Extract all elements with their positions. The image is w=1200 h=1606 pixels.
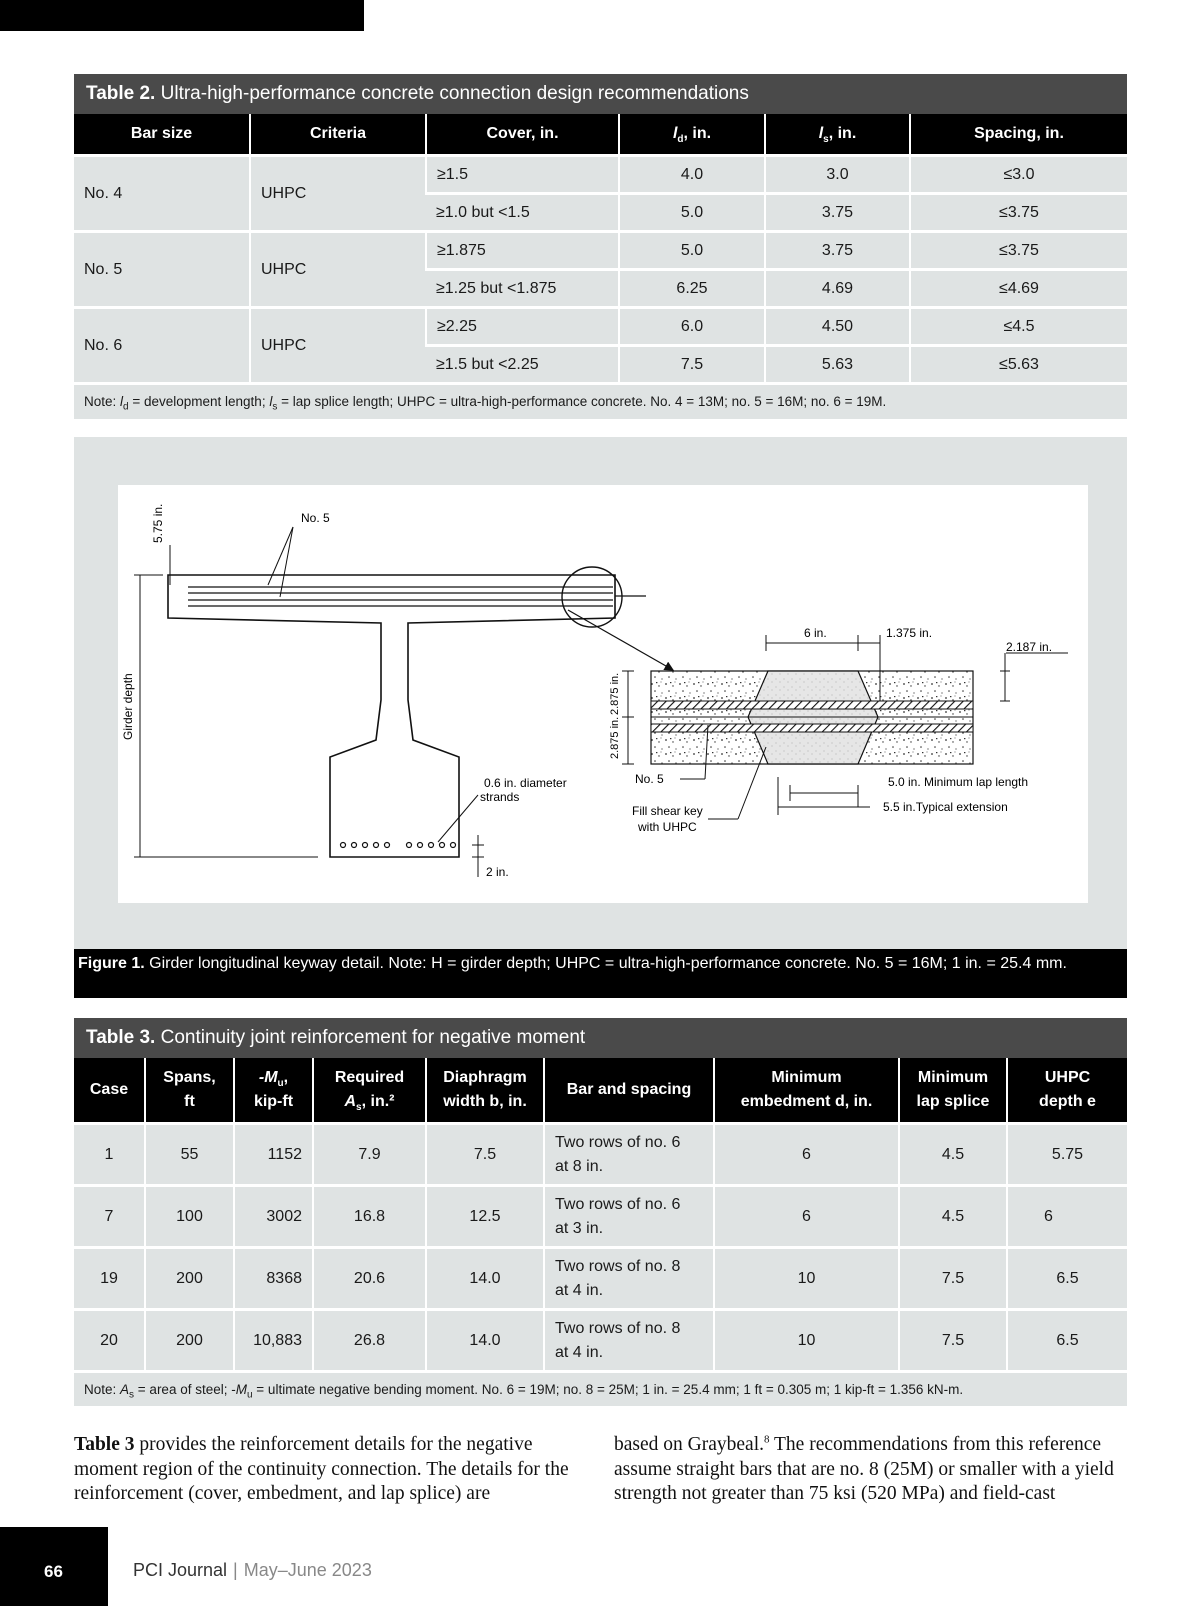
spacing-cell: ≤4.69 <box>910 270 1127 308</box>
table-caption-label: Table 2. <box>86 83 156 104</box>
col-mu <box>234 1058 313 1124</box>
label-dim-2187: 2.187 in. <box>1006 640 1053 654</box>
table-row <box>74 1248 1127 1310</box>
hdr-line: Minimum <box>917 1069 989 1086</box>
lap-cell: 4.5 <box>899 1186 1007 1248</box>
figure-caption-text: Girder longitudinal keyway detail. Note: H = girder depth; UHPC = ultra-high-performance concrete. No. 5 = 16M; 1 in. = 25.4 mm. <box>149 955 1067 972</box>
label-no5-top: No. 5 <box>301 511 330 525</box>
ls-cell: 3.75 <box>765 232 910 270</box>
table-caption <box>74 74 1127 114</box>
bar-size-cell: No. 5 <box>74 232 250 308</box>
depth-cell: 6 <box>1007 1186 1127 1248</box>
label-dim-2: 2 in. <box>486 865 509 879</box>
ld-cell: 5.0 <box>619 232 765 270</box>
figure-drawing-panel <box>118 485 1088 903</box>
spacing-cell: ≤3.0 <box>910 156 1127 194</box>
label-dim-6: 6 in. <box>804 626 827 640</box>
mu-cell: 3002 <box>234 1186 313 1248</box>
ls-unit: , in. <box>828 125 857 142</box>
note-text: = lap splice length; UHPC = ultra-high-performance concrete. No. 4 = 13M; no. 5 = 16M; no. 6 = 19M. <box>277 394 887 409</box>
ld-cell: 5.0 <box>619 194 765 232</box>
col-cover: Cover, in. <box>426 114 619 156</box>
bar-line: Two rows of no. 6 <box>555 1133 681 1151</box>
width-cell: 14.0 <box>426 1310 544 1371</box>
lap-cell: 4.5 <box>899 1124 1007 1186</box>
table-2-grid <box>74 114 1127 382</box>
ls-cell: 4.50 <box>765 308 910 346</box>
label-typical-extension: 5.5 in.Typical extension <box>883 800 1008 814</box>
strands <box>341 843 456 848</box>
depth-cell: 5.75 <box>1007 1124 1127 1186</box>
cover-cell: ≥1.5 <box>426 156 619 194</box>
col-bar-spacing: Bar and spacing <box>544 1058 714 1124</box>
col-ld <box>619 114 765 156</box>
col-spacing: Spacing, in. <box>910 114 1127 156</box>
spans-cell: 200 <box>145 1248 234 1310</box>
table-row <box>74 1186 1127 1248</box>
label-fill-2: with UHPC <box>638 820 697 834</box>
embedment-cell: 10 <box>714 1248 899 1310</box>
ls-cell: 5.63 <box>765 346 910 383</box>
bar-line: at 4 in. <box>555 1343 604 1361</box>
girder-drawing <box>118 485 1088 903</box>
spacing-cell: ≤3.75 <box>910 232 1127 270</box>
bar-lower <box>651 724 973 732</box>
col-uhpc-depth <box>1007 1058 1127 1124</box>
bar-spacing-cell <box>544 1186 714 1248</box>
hdr-line: lap splice <box>916 1093 990 1110</box>
figure-1 <box>74 437 1127 998</box>
table-caption <box>74 1018 1127 1058</box>
lap-cell: 7.5 <box>899 1248 1007 1310</box>
hdr-var: A <box>344 1093 357 1110</box>
hdr-line: depth e <box>1039 1093 1096 1110</box>
col-spans <box>145 1058 234 1124</box>
hdr-line: , <box>283 1069 289 1086</box>
note-var: M <box>235 1382 247 1397</box>
label-strands-1: 0.6 in. diameter <box>484 776 567 790</box>
width-cell: 12.5 <box>426 1186 544 1248</box>
bar-size-cell: No. 6 <box>74 308 250 383</box>
depth-cell: 6.5 <box>1007 1310 1127 1371</box>
table-2 <box>74 74 1127 419</box>
case-cell: 20 <box>74 1310 145 1371</box>
hdr-line: , in.² <box>361 1093 395 1110</box>
label-girder-depth: Girder depth <box>121 673 135 740</box>
ls-cell: 3.75 <box>765 194 910 232</box>
table-note <box>74 382 1127 419</box>
col-required-as <box>313 1058 426 1124</box>
cover-cell: ≥1.875 <box>426 232 619 270</box>
mu-cell: 8368 <box>234 1248 313 1310</box>
note-sub: d <box>123 401 129 413</box>
journal-footer <box>133 1560 372 1581</box>
embedment-cell: 6 <box>714 1124 899 1186</box>
citation-superscript: 8 <box>763 1433 770 1446</box>
page-number: 66 <box>44 1562 63 1581</box>
ld-var: l <box>672 125 678 142</box>
col-diaphragm <box>426 1058 544 1124</box>
ls-cell: 4.69 <box>765 270 910 308</box>
ld-sub: d <box>677 134 684 146</box>
label-dim-1375: 1.375 in. <box>886 626 933 640</box>
note-var: A <box>120 1382 130 1397</box>
criteria-cell: UHPC <box>250 308 426 383</box>
bar-line: at 8 in. <box>555 1157 604 1175</box>
hdr-line: UHPC <box>1044 1069 1091 1086</box>
note-text: = development length; <box>128 394 270 409</box>
bar-upper <box>651 701 973 709</box>
ld-cell: 6.25 <box>619 270 765 308</box>
body-column-left <box>74 1433 574 1507</box>
note-text: = area of steel; - <box>134 1382 236 1397</box>
spacing-cell: ≤4.5 <box>910 308 1127 346</box>
note-text: = ultimate negative bending moment. No. 6 = 19M; no. 8 = 25M; 1 in. = 25.4 mm; 1 ft = 0.305 m; 1 kip-ft = 1.356 kN-m. <box>252 1382 964 1397</box>
hdr-sub: s <box>356 1102 362 1114</box>
note-var: l <box>269 394 273 409</box>
criteria-cell: UHPC <box>250 232 426 308</box>
note-sub: s <box>129 1389 135 1401</box>
hdr-sub: u <box>277 1078 284 1090</box>
cover-cell: ≥1.0 but <1.5 <box>426 194 619 232</box>
note-text: Note: <box>84 1382 121 1397</box>
hdr-line: embedment d, in. <box>740 1093 873 1110</box>
ld-unit: , in. <box>683 125 712 142</box>
label-dim-2875b: 2.875 in. <box>609 672 621 715</box>
table-caption-text: Ultra-high-performance concrete connection design recommendations <box>160 83 749 104</box>
table-row <box>74 156 1127 194</box>
spans-cell: 200 <box>145 1310 234 1371</box>
hdr-line: Required <box>334 1069 405 1086</box>
case-cell: 7 <box>74 1186 145 1248</box>
hdr-line: width b, in. <box>443 1093 527 1110</box>
depth-cell: 6.5 <box>1007 1248 1127 1310</box>
col-embedment <box>714 1058 899 1124</box>
as-cell: 20.6 <box>313 1248 426 1310</box>
label-no5-detail: No. 5 <box>635 772 664 786</box>
bar-line: at 4 in. <box>555 1281 604 1299</box>
header-bar <box>0 0 364 31</box>
cover-cell: ≥1.25 but <1.875 <box>426 270 619 308</box>
embedment-cell: 6 <box>714 1186 899 1248</box>
body-text: The recommendations from this reference assume straight bars that are no. 8 (25M) or smaller with a yield strength not greater than 75 ksi (520 MPa) and field-cast <box>614 1434 1114 1504</box>
hdr-line: -M <box>258 1069 278 1086</box>
journal-name: PCI Journal <box>133 1560 228 1580</box>
spacing-cell: ≤3.75 <box>910 194 1127 232</box>
mu-cell: 10,883 <box>234 1310 313 1371</box>
note-text: Note: <box>84 394 121 409</box>
bar-spacing-cell <box>544 1310 714 1371</box>
spans-cell: 100 <box>145 1186 234 1248</box>
ls-cell: 3.0 <box>765 156 910 194</box>
ld-cell: 6.0 <box>619 308 765 346</box>
table-3-grid <box>74 1058 1127 1370</box>
body-text: based on Graybeal. <box>614 1434 764 1455</box>
bar-line: Two rows of no. 6 <box>555 1195 681 1213</box>
lap-cell: 7.5 <box>899 1310 1007 1371</box>
hdr-line: ft <box>184 1093 195 1110</box>
label-strands-2: strands <box>480 790 520 804</box>
bar-spacing-cell <box>544 1248 714 1310</box>
col-ls <box>765 114 910 156</box>
girder-outline <box>168 575 615 857</box>
hdr-line: kip-ft <box>253 1093 294 1110</box>
bar-spacing-cell <box>544 1124 714 1186</box>
table-header-row <box>74 114 1127 156</box>
body-text: provides the reinforcement details for the negative moment region of the continuity connection. The details for the reinforcement (cover, embedment, and lap splice) are <box>74 1434 569 1504</box>
table-row <box>74 1310 1127 1371</box>
spacing-cell: ≤5.63 <box>910 346 1127 383</box>
body-column-right <box>614 1433 1114 1507</box>
table-note <box>74 1370 1127 1406</box>
table-caption-text: Continuity joint reinforcement for negative moment <box>160 1027 586 1048</box>
table-caption-label: Table 3. <box>86 1027 156 1048</box>
col-lap-splice <box>899 1058 1007 1124</box>
as-cell: 7.9 <box>313 1124 426 1186</box>
bar-line: Two rows of no. 8 <box>555 1319 681 1337</box>
table-3 <box>74 1018 1127 1406</box>
figure-caption <box>74 949 1127 998</box>
table-row <box>74 1124 1127 1186</box>
footer-separator: | <box>233 1560 238 1580</box>
label-dim-575: 5.75 in. <box>151 503 165 543</box>
cover-cell: ≥2.25 <box>426 308 619 346</box>
issue-date: May–June 2023 <box>243 1560 372 1580</box>
bar-line: Two rows of no. 8 <box>555 1257 681 1275</box>
case-cell: 1 <box>74 1124 145 1186</box>
width-cell: 14.0 <box>426 1248 544 1310</box>
case-cell: 19 <box>74 1248 145 1310</box>
mu-cell: 1152 <box>234 1124 313 1186</box>
criteria-cell: UHPC <box>250 156 426 232</box>
hdr-line: Diaphragm <box>443 1069 527 1086</box>
embedment-cell: 10 <box>714 1310 899 1371</box>
body-bold-ref: Table 3 <box>74 1434 135 1455</box>
table-row <box>74 232 1127 270</box>
hdr-line: Spans, <box>163 1069 216 1086</box>
hdr-line: Minimum <box>771 1069 842 1086</box>
label-fill-1: Fill shear key <box>632 804 703 818</box>
label-dim-2875a: 2.875 in. <box>609 716 621 759</box>
ls-var: l <box>818 125 824 142</box>
note-sub: u <box>246 1389 253 1401</box>
ls-sub: s <box>823 134 829 146</box>
note-sub: s <box>272 401 278 413</box>
table-row <box>74 308 1127 346</box>
col-case: Case <box>74 1058 145 1124</box>
bar-line: at 3 in. <box>555 1219 604 1237</box>
table-header-row <box>74 1058 1127 1124</box>
page-number-block <box>0 1527 108 1606</box>
width-cell: 7.5 <box>426 1124 544 1186</box>
bar-size-cell: No. 4 <box>74 156 250 232</box>
cover-cell: ≥1.5 but <2.25 <box>426 346 619 383</box>
as-cell: 26.8 <box>313 1310 426 1371</box>
col-bar-size: Bar size <box>74 114 250 156</box>
ld-cell: 7.5 <box>619 346 765 383</box>
note-var: l <box>120 394 124 409</box>
as-cell: 16.8 <box>313 1186 426 1248</box>
label-lap-length: 5.0 in. Minimum lap length <box>888 775 1029 789</box>
figure-caption-label: Figure 1. <box>78 955 145 972</box>
ld-cell: 4.0 <box>619 156 765 194</box>
col-criteria: Criteria <box>250 114 426 156</box>
spans-cell: 55 <box>145 1124 234 1186</box>
